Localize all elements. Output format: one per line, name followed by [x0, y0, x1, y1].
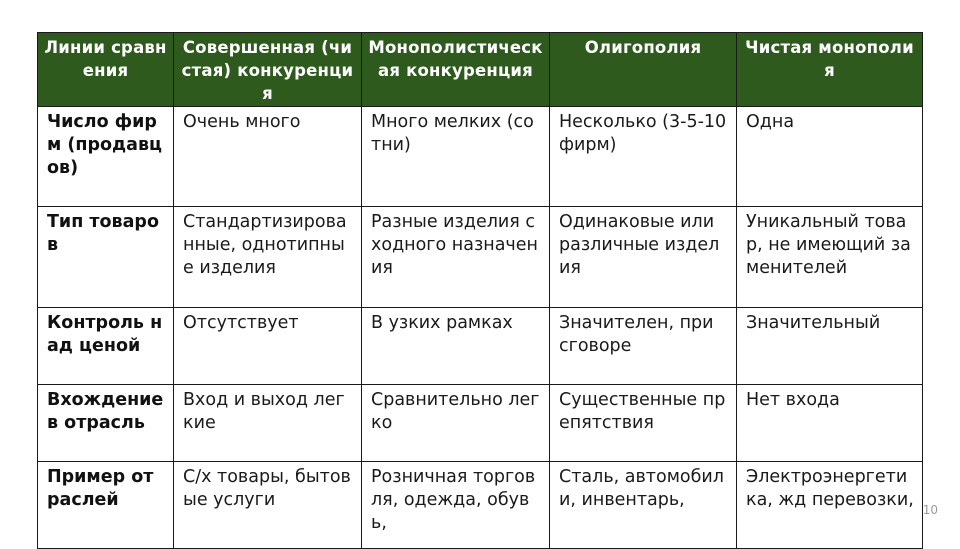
table-cell: Значительный [737, 308, 923, 385]
table-cell: Существенные препятствия [550, 385, 737, 462]
table-cell: Одна [737, 107, 923, 207]
table-row [38, 385, 923, 462]
table-cell: Вход и выход легкие [174, 385, 362, 462]
table-cell: Стандартизированные, однотипные изделия [174, 207, 362, 308]
table-cell: Значителен, при сговоре [550, 308, 737, 385]
table-cell: Розничная торговля, одежда, обувь, [362, 462, 550, 549]
table-cell: Отсутствует [174, 308, 362, 385]
table-cell: Несколько (3-5-10 фирм) [550, 107, 737, 207]
table-cell: Много мелких (сотни) [362, 107, 550, 207]
row-label-number-of-firms: Число фирм (продавцов) [38, 107, 174, 207]
market-structures-comparison-table [37, 32, 923, 549]
table-cell: Сравнительно легко [362, 385, 550, 462]
table-cell: С/х товары, бытовые услуги [174, 462, 362, 549]
row-label-product-type: Тип товаров [38, 207, 174, 308]
table-cell: Сталь, автомобили, инвентарь, [550, 462, 737, 549]
comparison-table-container [37, 32, 923, 549]
header-pure-monopoly: Чистая монополия [737, 33, 923, 107]
table-row [38, 207, 923, 308]
header-oligopoly: Олигополия [550, 33, 737, 107]
table-cell: Одинаковые или различные изделия [550, 207, 737, 308]
table-row [38, 308, 923, 385]
table-row [38, 462, 923, 549]
table-header-row [38, 33, 923, 107]
row-label-industry-examples: Пример отраслей [38, 462, 174, 549]
row-label-market-entry: Вхождение в отрасль [38, 385, 174, 462]
table-cell: Разные изделия сходного назначения [362, 207, 550, 308]
slide-page-number: 10 [922, 503, 938, 517]
table-cell: Очень много [174, 107, 362, 207]
header-perfect-competition: Совершенная (чистая) конкуренция [174, 33, 362, 107]
table-cell: Уникальный товар, не имеющий заменителей [737, 207, 923, 308]
table-cell: В узких рамках [362, 308, 550, 385]
table-cell: Нет входа [737, 385, 923, 462]
header-monopolistic-competition: Монополистическая конкуренция [362, 33, 550, 107]
table-cell: Электроэнергетика, жд перевозки, [737, 462, 923, 549]
table-row [38, 107, 923, 207]
row-label-price-control: Контроль над ценой [38, 308, 174, 385]
header-comparison-lines: Линии сравнения [38, 33, 174, 107]
